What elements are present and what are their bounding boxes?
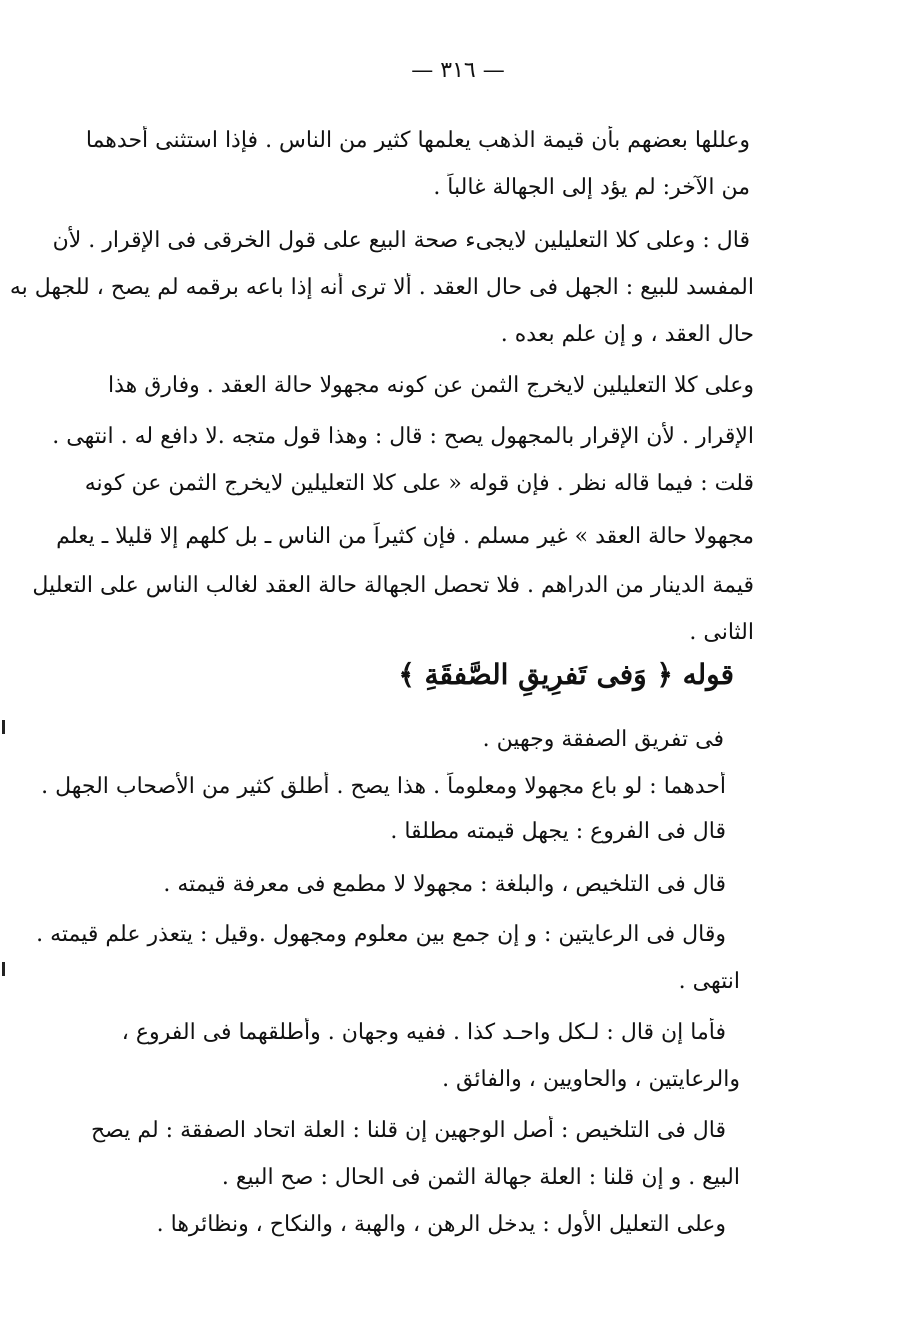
section-heading: قوله ﴿ وَفى تَفرِيقِ الصَّفقَةِ ﴾: [398, 658, 734, 691]
text-line: مجهولا حالة العقد » غير مسلم . فإن كثيراً من الناس ـ بل كلهم إلا قليلا ـ يعلم: [56, 524, 754, 549]
text-line: وعلى كلا التعليلين لايخرج الثمن عن كونه مجهولا حالة العقد . وفارق هذا: [107, 373, 754, 398]
text-line: انتهى .: [678, 969, 740, 994]
text-line: أحدهما : لو باع مجهولا ومعلوماً . هذا يصح . أطلق كثير من الأصحاب الجهل .: [41, 774, 726, 799]
text-line: قيمة الدينار من الدراهم . فلا تحصل الجهالة حالة العقد لغالب الناس على التعليل: [32, 573, 754, 598]
page-number: — ٣١٦ —: [411, 58, 505, 83]
text-line: البيع . و إن قلنا : العلة جهالة الثمن فى الحال : صح البيع .: [221, 1165, 740, 1190]
text-line: حال العقد ، و إن علم بعده .: [500, 322, 754, 347]
text-line: فأما إن قال : لـكل واحـد كذا . ففيه وجهان . وأطلقهما فى الفروع ،: [121, 1020, 726, 1045]
text-line: والرعايتين ، والحاويين ، والفائق .: [442, 1067, 740, 1092]
text-line: الإقرار . لأن الإقرار بالمجهول يصح : قال : وهذا قول متجه .لا دافع له . انتهى .: [52, 424, 754, 449]
text-line: وعلى التعليل الأول : يدخل الرهن ، والهبة ، والنكاح ، ونظائرها .: [156, 1212, 726, 1237]
text-line: وعللها بعضهم بأن قيمة الذهب يعلمها كثير من الناس . فإذا استثنى أحدهما: [85, 128, 750, 153]
text-line: من الآخر: لم يؤد إلى الجهالة غالباً .: [433, 175, 750, 200]
text-line: قلت : فيما قاله نظر . فإن قوله « على كلا التعليلين لايخرج الثمن عن كونه: [84, 471, 754, 496]
margin-mark: [2, 962, 5, 976]
text-line: قال : وعلى كلا التعليلين لايجىء صحة البيع على قول الخرقى فى الإقرار . لأن: [52, 228, 750, 253]
text-line: المفسد للبيع : الجهل فى حال العقد . ألا ترى أنه إذا باعه برقمه لم يصح ، للجهل به: [9, 275, 754, 300]
text-line: فى تفريق الصفقة وجهين .: [482, 727, 724, 752]
text-line: قال فى الفروع : يجهل قيمته مطلقا .: [390, 819, 726, 844]
text-line: وقال فى الرعايتين : و إن جمع بين معلوم ومجهول .وقيل : يتعذر علم قيمته .: [36, 922, 726, 947]
text-line: الثانى .: [689, 620, 754, 645]
text-line: قال فى التلخيص ، والبلغة : مجهولا لا مطمع فى معرفة قيمته .: [163, 872, 726, 897]
margin-mark: [2, 720, 5, 734]
text-line: قال فى التلخيص : أصل الوجهين إن قلنا : العلة اتحاد الصفقة : لم يصح: [90, 1118, 726, 1143]
